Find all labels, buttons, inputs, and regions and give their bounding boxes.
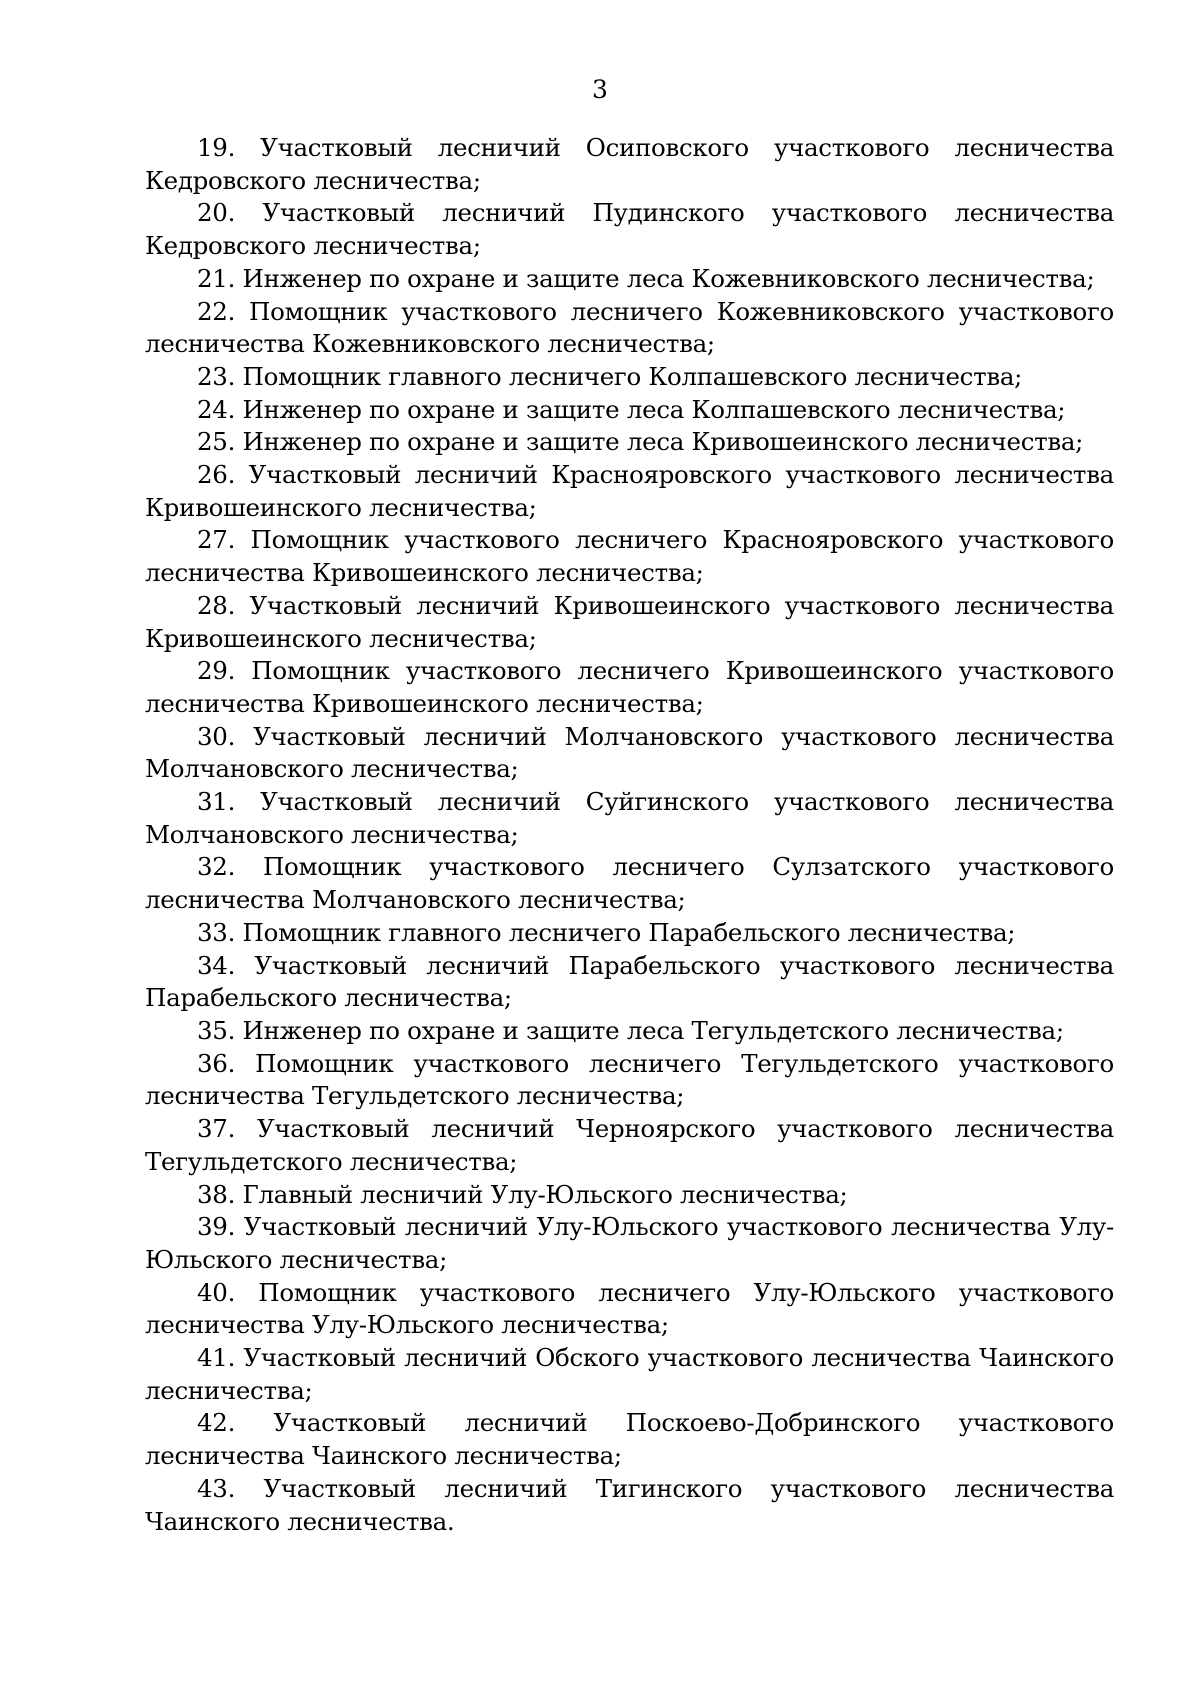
- list-item: 19. Участковый лесничий Осиповского участкового лесничества Кедровского лесничества;: [145, 133, 1114, 195]
- list-item: 30. Участковый лесничий Молчановского участкового лесничества Молчановского лесничества;: [145, 721, 1114, 784]
- list-item: 32. Помощник участкового лесничего Сулзатского участкового лесничества Молчановского лесничества;: [145, 852, 1114, 915]
- list-item: 37. Участковый лесничий Черноярского участкового лесничества Тегульдетского лесничества;: [145, 1114, 1114, 1176]
- page-number: 3: [592, 75, 608, 104]
- list-item: 42. Участковый лесничий Поскоево-Добринского участкового лесничества Чаинского лесничества;: [145, 1408, 1114, 1471]
- list-item: 36. Помощник участкового лесничего Тегульдетского участкового лесничества Тегульдетского лесничества;: [145, 1048, 1114, 1111]
- list-item: 24. Инженер по охране и защите леса Колпашевского лесничества;: [197, 394, 1066, 424]
- list-item: 25. Инженер по охране и защите леса Кривошеинского лесничества;: [197, 427, 1084, 457]
- list-item: 29. Помощник участкового лесничего Кривошеинского участкового лесничества Кривошеинского лесничества;: [145, 656, 1114, 718]
- list-item: 33. Помощник главного лесничего Парабельского лесничества;: [197, 917, 1016, 947]
- list-item: 43. Участковый лесничий Тигинского участкового лесничества Чаинского лесничества.: [145, 1473, 1114, 1536]
- list-item: 39. Участковый лесничий Улу-Юльского участкового лесничества Улу-Юльского лесничества;: [145, 1212, 1114, 1274]
- list-item: 21. Инженер по охране и защите леса Кожевниковского лесничества;: [197, 263, 1095, 293]
- list-item: 26. Участковый лесничий Краснояровского участкового лесничества Кривошеинского лесничества;: [145, 460, 1114, 522]
- position-list: [145, 132, 1114, 1538]
- list-item: 38. Главный лесничий Улу-Юльского лесничества;: [197, 1179, 848, 1209]
- list-item: 28. Участковый лесничий Кривошеинского участкового лесничества Кривошеинского лесничества;: [145, 590, 1114, 653]
- list-item: 41. Участковый лесничий Обского участкового лесничества Чаинского лесничества;: [145, 1343, 1114, 1405]
- list-item: 20. Участковый лесничий Пудинского участкового лесничества Кедровского лесничества;: [145, 198, 1114, 261]
- list-item: 31. Участковый лесничий Суйгинского участкового лесничества Молчановского лесничества;: [145, 787, 1114, 849]
- list-item: 23. Помощник главного лесничего Колпашевского лесничества;: [197, 361, 1023, 391]
- list-item: 35. Инженер по охране и защите леса Тегульдетского лесничества;: [197, 1015, 1064, 1045]
- list-item: 34. Участковый лесничий Парабельского участкового лесничества Парабельского лесничества;: [145, 950, 1114, 1013]
- list-item: 40. Помощник участкового лесничего Улу-Юльского участкового лесничества Улу-Юльского лесничества;: [145, 1277, 1114, 1340]
- list-item: 27. Помощник участкового лесничего Краснояровского участкового лесничества Кривошеинского лесничества;: [145, 525, 1114, 588]
- list-item: 22. Помощник участкового лесничего Кожевниковского участкового лесничества Кожевниковского лесничества;: [145, 296, 1114, 359]
